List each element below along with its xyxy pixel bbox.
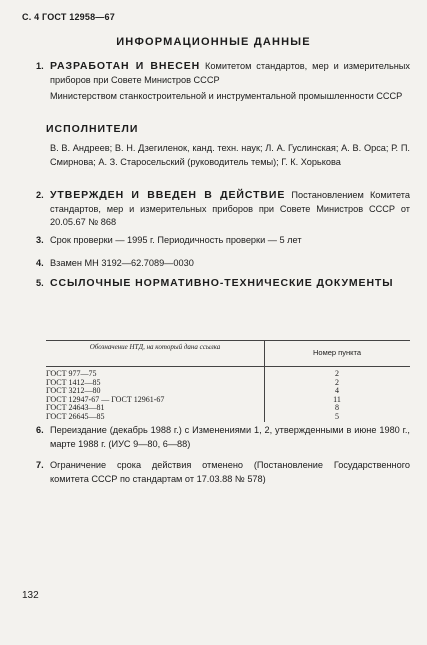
item-3 bbox=[22, 234, 410, 248]
item-number: 2. bbox=[36, 190, 44, 200]
item-number: 5. bbox=[36, 278, 44, 288]
ministry-paragraph: Министерством станкостроительной и инструментальной промышленности СССР bbox=[50, 91, 403, 101]
table-cell-document: ГОСТ 3212—80 bbox=[46, 386, 101, 396]
table-header-point: Номер пункта bbox=[312, 348, 361, 357]
item-text bbox=[50, 189, 410, 230]
item-4 bbox=[22, 257, 410, 271]
item-lead: РАЗРАБОТАН И ВНЕСЕН bbox=[50, 60, 201, 72]
performers-heading: ИСПОЛНИТЕЛИ bbox=[46, 123, 139, 135]
table-cell-point: 5 bbox=[335, 411, 339, 421]
table-row bbox=[46, 379, 410, 388]
item-number: 7. bbox=[36, 460, 44, 470]
section-title: ИНФОРМАЦИОННЫЕ ДАННЫЕ bbox=[116, 36, 311, 48]
table-cell-point: 11 bbox=[333, 394, 341, 404]
item-text: Ограничение срока действия отменено (Постановление Государственного комитета СССР по стандартам от 17.03.88 № 578) bbox=[50, 460, 410, 484]
page-number: 132 bbox=[22, 590, 39, 601]
item-body: Постановлением Комитета стандартов, мер и измерительных приборов при Совете Министров СССР от 20.05.67 № 868 bbox=[50, 190, 410, 228]
item-body: Комитетом стандартов, мер и измерительных приборов при Совете Министров СССР bbox=[50, 61, 411, 85]
item-5 bbox=[22, 277, 410, 291]
table-cell-document: ГОСТ 24643—81 bbox=[46, 403, 105, 413]
table-header-document: Обозначение НТД, на который дана ссылка bbox=[89, 343, 221, 351]
item-lead: ССЫЛОЧНЫЕ НОРМАТИВНО-ТЕХНИЧЕСКИЕ ДОКУМЕНТЫ bbox=[50, 277, 394, 289]
item-6 bbox=[22, 424, 410, 451]
performers-list: В. В. Андреев; В. Н. Дзегиленок, канд. техн. наук; Л. А. Гуслинская; А. В. Орса; Р. П. Смирнова; А. З. Старосельский (руководитель темы); Г. К. Хорькова bbox=[50, 143, 410, 167]
table-cell-point: 8 bbox=[335, 403, 339, 413]
table-cell-point: 2 bbox=[335, 377, 339, 387]
item-number: 6. bbox=[36, 425, 44, 435]
references-table bbox=[46, 340, 410, 422]
item-text: Взамен МН 3192—62.7089—0030 bbox=[50, 258, 194, 268]
table-cell-point: 2 bbox=[335, 369, 339, 378]
item-text: Срок проверки — 1995 г. Периодичность проверки — 5 лет bbox=[50, 235, 302, 245]
table-cell-document: ГОСТ 977—75 bbox=[46, 369, 97, 378]
item-number: 1. bbox=[36, 61, 44, 71]
table-cell-point: 4 bbox=[335, 386, 339, 396]
item-2 bbox=[22, 189, 410, 230]
item-number: 3. bbox=[36, 235, 44, 245]
item-text: Переиздание (декабрь 1988 г.) с Изменениями 1, 2, утвержденными в июне 1980 г., марте 1988 г. (ИУС 9—80, 6—88) bbox=[50, 425, 410, 449]
item-text bbox=[50, 60, 410, 87]
item-number: 4. bbox=[36, 258, 44, 268]
table-cell-document: ГОСТ 26645—85 bbox=[46, 411, 105, 421]
item-text bbox=[50, 277, 410, 291]
table-cell-document: ГОСТ 12947-67 — ГОСТ 12961-67 bbox=[46, 394, 165, 404]
item-lead: УТВЕРЖДЕН И ВВЕДЕН В ДЕЙСТВИЕ bbox=[50, 189, 286, 201]
item-1 bbox=[22, 60, 410, 87]
running-header: С. 4 ГОСТ 12958—67 bbox=[22, 12, 115, 22]
table-header-rule bbox=[46, 366, 410, 367]
table-cell-document: ГОСТ 1412—85 bbox=[46, 377, 101, 387]
table-top-rule bbox=[46, 340, 410, 341]
table-row bbox=[46, 413, 410, 422]
table-body bbox=[46, 370, 410, 422]
table-row bbox=[46, 370, 410, 379]
item-7 bbox=[22, 459, 410, 486]
